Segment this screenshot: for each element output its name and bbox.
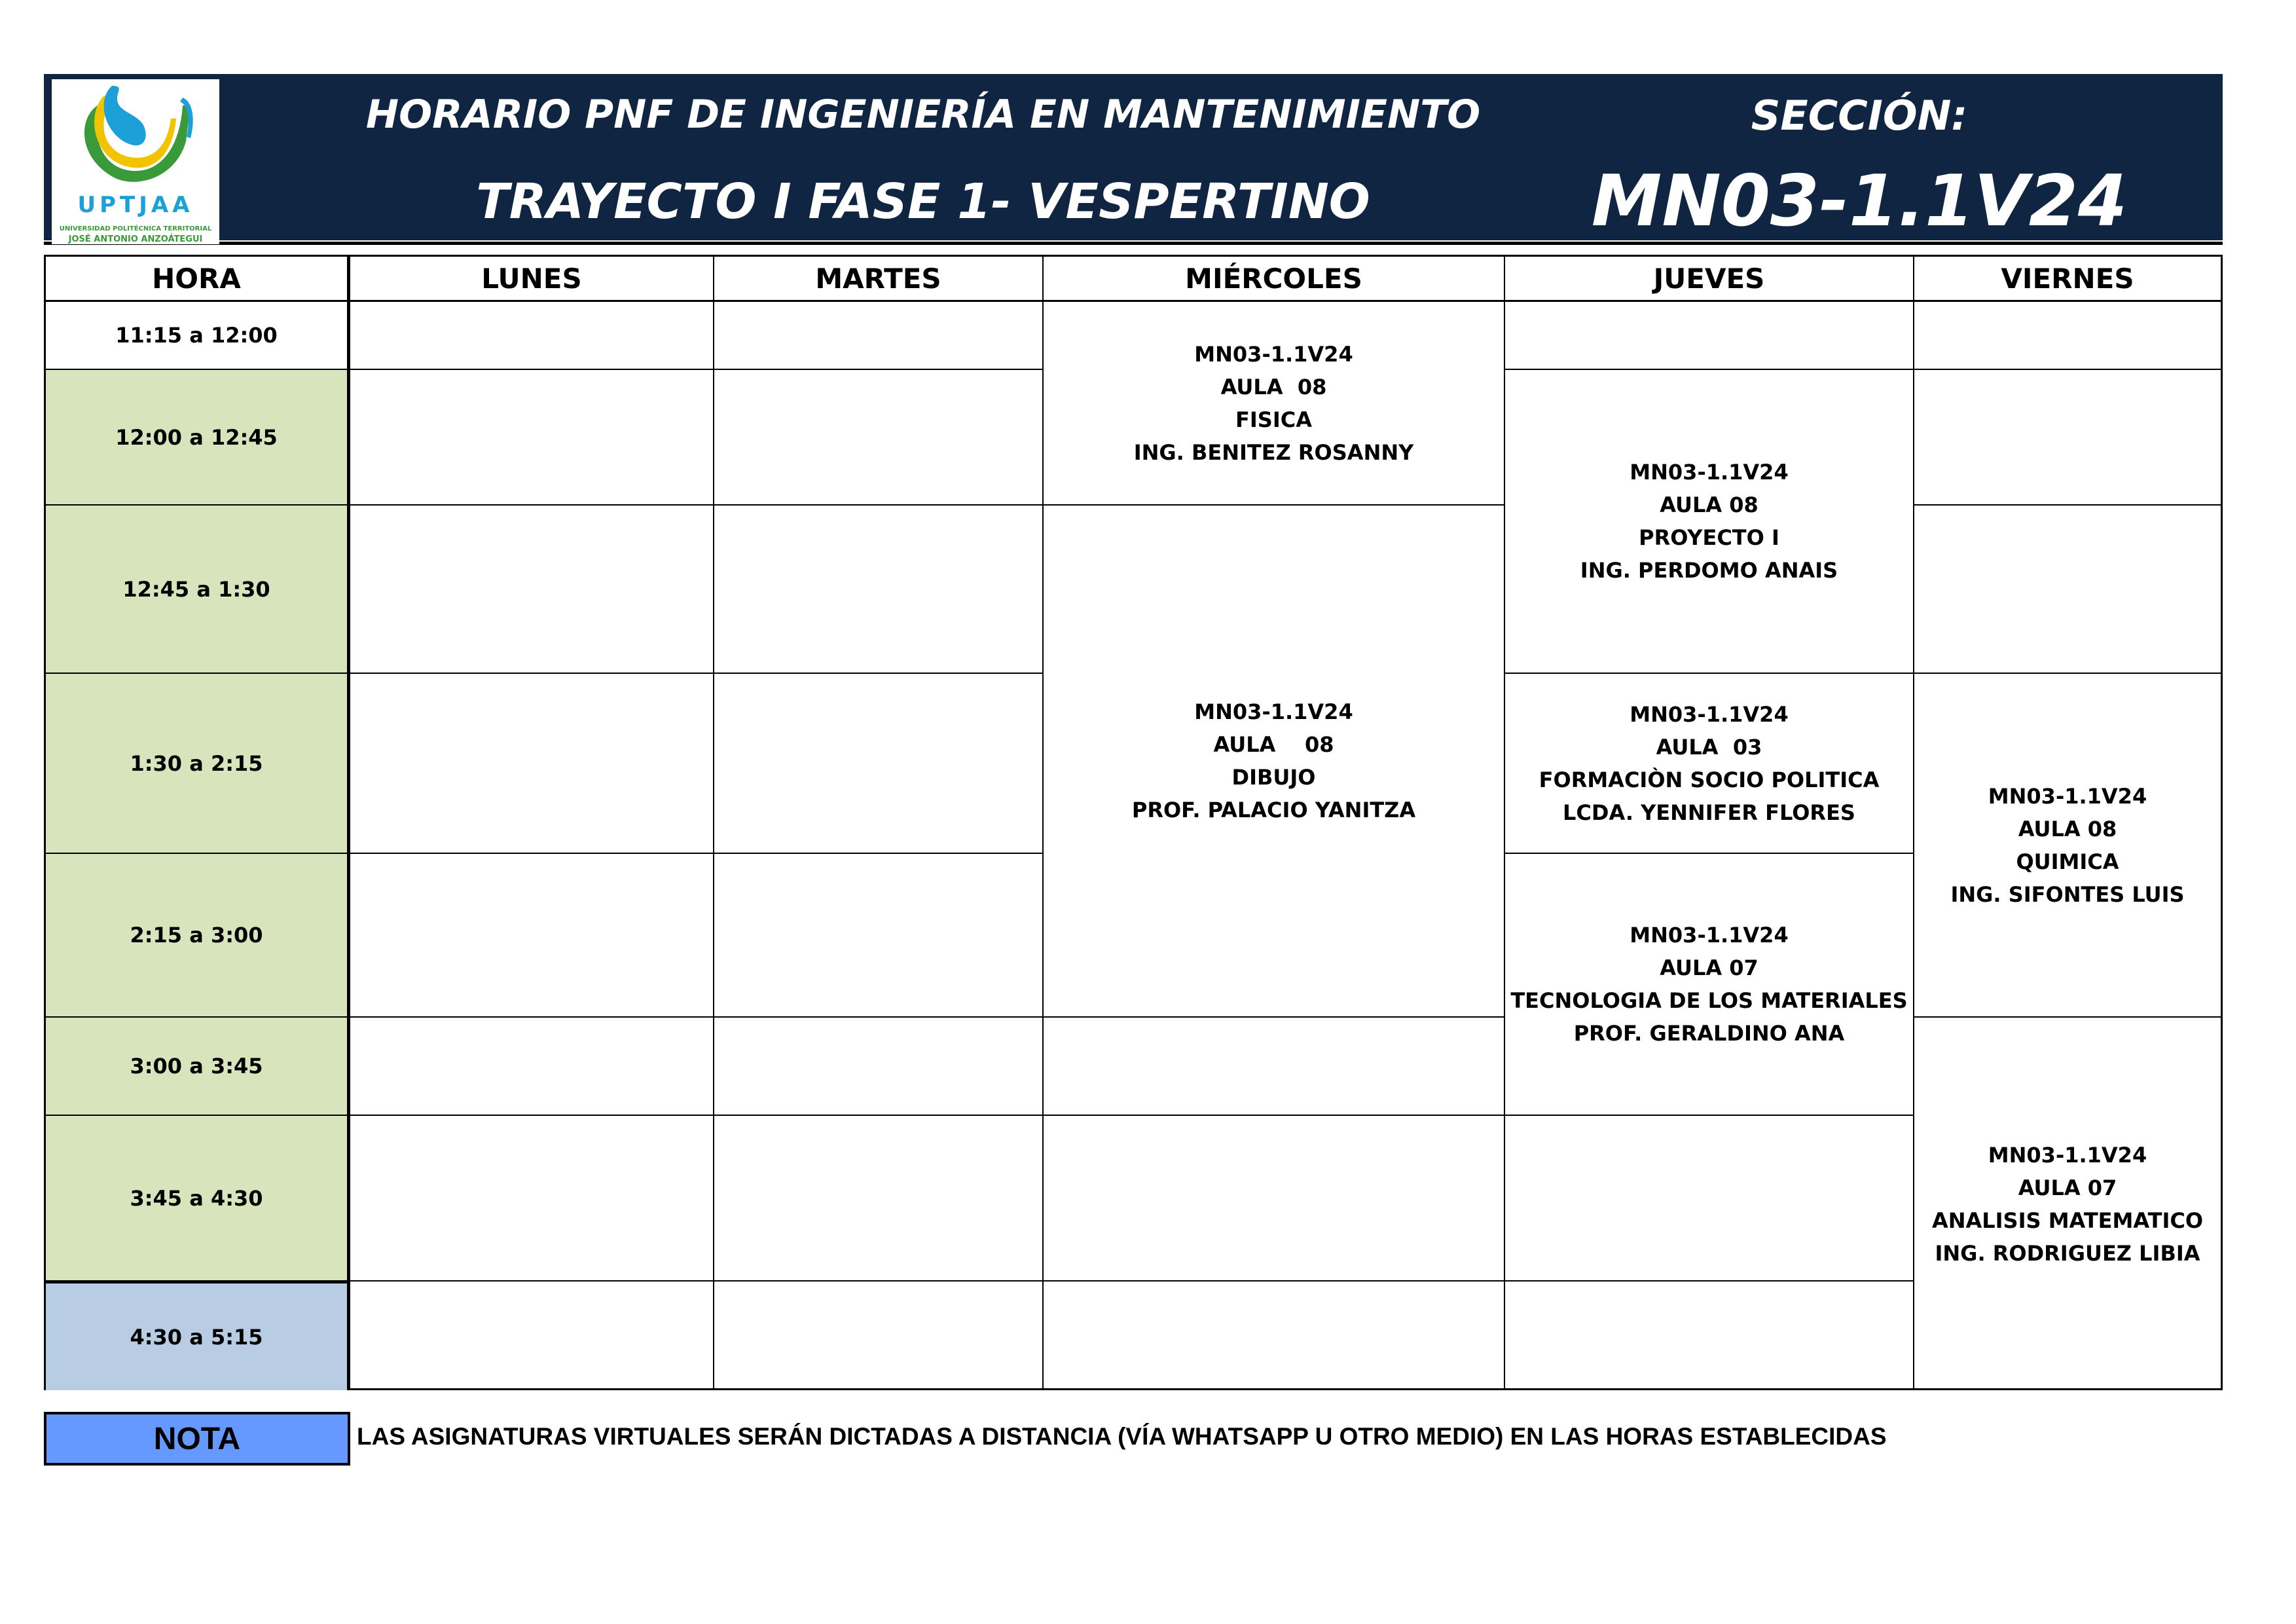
- empty-cell: [714, 1282, 1044, 1390]
- class-subject: FISICA: [1235, 407, 1312, 432]
- page-title: HORARIO PNF DE INGENIERÍA EN MANTENIMIENTO: [365, 92, 1481, 138]
- class-section: MN03-1.1V24: [1630, 923, 1789, 948]
- class-subject: FORMACIÒN SOCIO POLITICA: [1539, 767, 1880, 792]
- empty-cell: [714, 1018, 1044, 1116]
- logo-emblem-icon: [52, 79, 219, 192]
- empty-cell: [1505, 1116, 1914, 1282]
- time-slot: 3:45 a 4:30: [46, 1116, 350, 1282]
- time-slot: 11:15 a 12:00: [46, 302, 350, 370]
- note-text: LAS ASIGNATURAS VIRTUALES SERÁN DICTADAS A DISTANCIA (VÍA WHATSAPP U OTRO MEDIO) EN LAS HORAS ESTABLECIDAS: [357, 1423, 1887, 1450]
- time-slot: 12:45 a 1:30: [46, 506, 350, 674]
- empty-cell: [1914, 302, 2221, 370]
- class-room: AULA 08: [2018, 816, 2117, 841]
- class-section: MN03-1.1V24: [1194, 341, 1353, 367]
- empty-cell: [714, 506, 1044, 674]
- section-code: MN03-1.1V24: [1591, 160, 2128, 242]
- class-block-dibujo: [1044, 506, 1505, 1018]
- header-martes: MARTES: [714, 257, 1044, 302]
- empty-cell: [1505, 1282, 1914, 1390]
- empty-cell: [1914, 370, 2221, 506]
- empty-cell: [1914, 506, 2221, 674]
- time-slot: 1:30 a 2:15: [46, 674, 350, 854]
- class-subject: TECNOLOGIA DE LOS MATERIALES: [1510, 988, 1908, 1013]
- empty-cell: [714, 302, 1044, 370]
- class-section: MN03-1.1V24: [1988, 783, 2147, 809]
- class-subject: DIBUJO: [1231, 765, 1316, 790]
- empty-cell: [350, 1116, 714, 1282]
- time-slot: 12:00 a 12:45: [46, 370, 350, 506]
- logo-subtitle: UNIVERSIDAD POLITÉCNICA TERRITORIAL: [59, 225, 212, 232]
- class-block-quimica: [1914, 674, 2221, 1018]
- class-subject: ANALISIS MATEMATICO: [1931, 1208, 2204, 1233]
- empty-cell: [714, 674, 1044, 854]
- class-section: MN03-1.1V24: [1194, 699, 1353, 724]
- class-block-fisica: [1044, 302, 1505, 506]
- class-section: MN03-1.1V24: [1988, 1142, 2147, 1168]
- header-lunes: LUNES: [350, 257, 714, 302]
- time-slot: 4:30 a 5:15: [46, 1282, 350, 1390]
- schedule-table: [44, 255, 2223, 1390]
- empty-cell: [714, 1116, 1044, 1282]
- empty-cell: [350, 1018, 714, 1116]
- header-jueves: JUEVES: [1505, 257, 1914, 302]
- class-teacher: ING. BENITEZ ROSANNY: [1133, 439, 1414, 465]
- logo-wordmark: UPTJAA: [77, 192, 194, 218]
- section-label: SECCIÓN:: [1751, 92, 1968, 139]
- empty-cell: [350, 506, 714, 674]
- empty-cell: [350, 1282, 714, 1390]
- header-viernes: VIERNES: [1914, 257, 2221, 302]
- class-subject: QUIMICA: [2016, 849, 2119, 874]
- empty-cell: [1044, 1018, 1505, 1116]
- class-room: AULA 08: [1213, 732, 1334, 757]
- empty-cell: [714, 854, 1044, 1018]
- class-room: AULA 08: [1220, 374, 1327, 399]
- class-subject: PROYECTO I: [1639, 525, 1779, 550]
- class-room: AULA 07: [2018, 1175, 2117, 1200]
- empty-cell: [714, 370, 1044, 506]
- class-room: AULA 03: [1656, 734, 1762, 760]
- empty-cell: [350, 302, 714, 370]
- logo-subtitle-2: JOSÉ ANTONIO ANZOÁTEGUI: [68, 234, 203, 244]
- class-teacher: LCDA. YENNIFER FLORES: [1563, 800, 1855, 825]
- header-hora: HORA: [46, 257, 350, 302]
- class-room: AULA 08: [1660, 492, 1758, 517]
- class-teacher: ING. PERDOMO ANAIS: [1580, 558, 1838, 583]
- empty-cell: [350, 854, 714, 1018]
- empty-cell: [1044, 1282, 1505, 1390]
- class-teacher: PROF. PALACIO YANITZA: [1131, 798, 1416, 822]
- note-label: NOTA: [44, 1412, 350, 1466]
- class-block-formacion: [1505, 674, 1914, 854]
- time-slot: 3:00 a 3:45: [46, 1018, 350, 1116]
- class-teacher: ING. SIFONTES LUIS: [1950, 881, 2185, 907]
- empty-cell: [1505, 302, 1914, 370]
- class-section: MN03-1.1V24: [1630, 460, 1789, 485]
- class-block-tecnologia: [1505, 854, 1914, 1116]
- class-teacher: PROF. GERALDINO ANA: [1573, 1021, 1845, 1046]
- empty-cell: [350, 370, 714, 506]
- class-section: MN03-1.1V24: [1630, 701, 1789, 727]
- university-logo: [52, 79, 219, 244]
- class-room: AULA 07: [1660, 955, 1758, 980]
- class-teacher: ING. RODRIGUEZ LIBIA: [1935, 1240, 2200, 1266]
- class-block-analisis: [1914, 1018, 2221, 1390]
- empty-cell: [1044, 1116, 1505, 1282]
- header-miercoles: MIÉRCOLES: [1044, 257, 1505, 302]
- page-subtitle: TRAYECTO I FASE 1- VESPERTINO: [476, 174, 1370, 230]
- class-block-proyecto: [1505, 370, 1914, 674]
- time-slot: 2:15 a 3:00: [46, 854, 350, 1018]
- empty-cell: [350, 674, 714, 854]
